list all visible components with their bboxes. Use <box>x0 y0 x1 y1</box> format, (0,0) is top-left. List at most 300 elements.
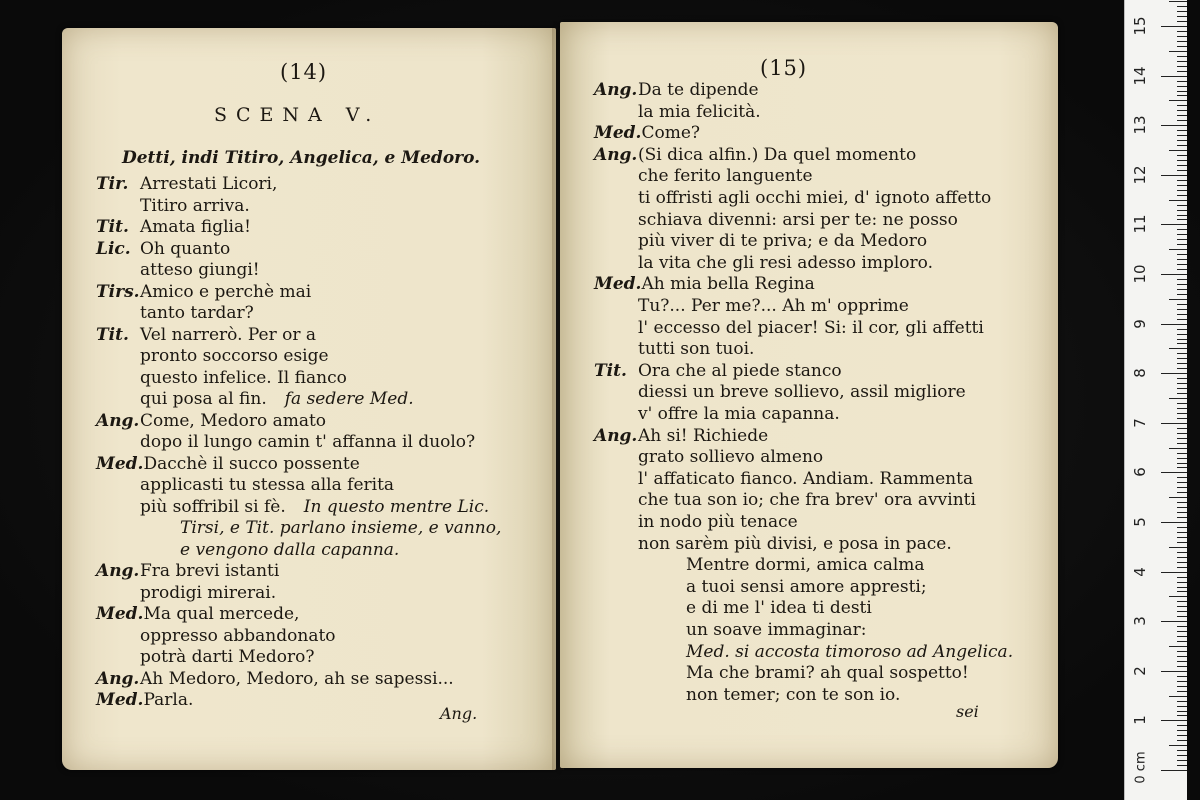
ruler-tick <box>1161 770 1187 771</box>
right-page <box>560 22 1058 768</box>
ruler-tick <box>1177 393 1187 394</box>
text-line <box>140 647 315 667</box>
ruler-tick <box>1177 676 1187 677</box>
speaker-label: Ang. <box>96 668 140 689</box>
verse-text: tutti son tuoi. <box>638 339 755 360</box>
verse-text: Dacchè il succo possente <box>143 453 360 474</box>
ruler-tick <box>1177 443 1187 444</box>
ruler-tick <box>1169 745 1187 746</box>
ruler-tick <box>1169 596 1187 597</box>
ruler-tick <box>1177 582 1187 583</box>
text-line <box>594 80 759 100</box>
text-line <box>594 361 842 381</box>
text-line <box>96 411 326 431</box>
ruler-tick <box>1177 229 1187 230</box>
ruler-tick <box>1177 145 1187 146</box>
text-line <box>96 174 277 194</box>
ruler-number: 15 <box>1131 16 1149 36</box>
ruler-tick <box>1177 71 1187 72</box>
ruler-tick <box>1177 36 1187 37</box>
ruler-tick <box>1177 334 1187 335</box>
ruler-tick <box>1177 636 1187 637</box>
left-page-number: (14) <box>280 60 328 84</box>
ruler-tick <box>1177 363 1187 364</box>
stage-direction-inline: e vengono dalla capanna. <box>180 539 400 560</box>
stage-direction-inline: In questo mentre Lic. <box>303 496 490 517</box>
ruler-tick <box>1177 6 1187 7</box>
ruler-tick <box>1169 249 1187 250</box>
verse-text: tanto tardar? <box>140 303 254 323</box>
text-line <box>96 669 454 689</box>
ruler-tick <box>1177 239 1187 240</box>
verse-text: Fra brevi istanti <box>140 561 280 581</box>
ruler-number: 8 <box>1131 368 1149 378</box>
ruler-tick <box>1177 339 1187 340</box>
ruler-tick <box>1177 631 1187 632</box>
verse-text: la vita che gli resi adesso imploro. <box>638 252 933 273</box>
text-line <box>140 196 250 216</box>
ruler-tick <box>1177 463 1187 464</box>
left-page <box>62 28 556 770</box>
text-line <box>594 426 768 446</box>
ruler-tick <box>1169 200 1187 201</box>
ruler-tick <box>1177 314 1187 315</box>
speaker-label: Tit. <box>96 324 129 345</box>
text-line <box>686 555 925 575</box>
verse-text: non sarèm più divisi, e posa in pace. <box>638 533 952 554</box>
ruler-tick <box>1177 477 1187 478</box>
ruler-tick <box>1177 244 1187 245</box>
ruler-tick <box>1177 205 1187 206</box>
ruler-tick <box>1177 210 1187 211</box>
ruler-number: 7 <box>1131 418 1149 428</box>
ruler-tick <box>1177 601 1187 602</box>
ruler-tick <box>1161 522 1187 523</box>
ruler-unit-label: 0 cm <box>1133 751 1149 784</box>
speaker-label: Med. <box>96 604 144 624</box>
verse-text: Amico e perchè mai <box>140 281 312 302</box>
ruler-tick <box>1177 56 1187 57</box>
ruler-number: 14 <box>1131 66 1149 86</box>
ruler-tick <box>1177 353 1187 354</box>
ruler-tick <box>1177 105 1187 106</box>
verse-text: Ah mia bella Regina <box>641 274 815 295</box>
ruler-tick <box>1161 175 1187 176</box>
ruler-number: 13 <box>1131 115 1149 135</box>
ruler-tick <box>1169 100 1187 101</box>
text-line <box>140 368 347 388</box>
ruler-tick <box>1177 115 1187 116</box>
text-line <box>96 325 316 345</box>
ruler-tick <box>1177 517 1187 518</box>
ruler-tick <box>1177 557 1187 558</box>
ruler-tick <box>1177 31 1187 32</box>
ruler-tick <box>1177 368 1187 369</box>
ruler-tick <box>1169 448 1187 449</box>
text-line <box>594 145 916 165</box>
ruler-tick <box>1177 656 1187 657</box>
verse-text: applicasti tu stessa alla ferita <box>140 475 395 495</box>
text-line <box>96 690 193 710</box>
verse-text: Titiro arriva. <box>140 195 250 216</box>
ruler-tick <box>1177 591 1187 592</box>
ruler-tick <box>1177 259 1187 260</box>
ruler-tick <box>1177 254 1187 255</box>
ruler-tick <box>1177 383 1187 384</box>
text-line <box>638 166 813 186</box>
ruler-tick <box>1177 765 1187 766</box>
ruler-tick <box>1169 299 1187 300</box>
speaker-label: Med. <box>594 274 642 295</box>
ruler-tick <box>1177 482 1187 483</box>
text-line <box>140 583 276 603</box>
text-line <box>96 561 279 581</box>
ruler-tick <box>1177 492 1187 493</box>
left-catchword: Ang. <box>440 704 478 723</box>
speaker-label: Ang. <box>594 80 638 100</box>
ruler-tick <box>1169 348 1187 349</box>
speaker-label: Ang. <box>594 425 638 446</box>
ruler-tick <box>1161 720 1187 721</box>
ruler-tick <box>1177 552 1187 553</box>
text-line <box>638 296 909 316</box>
ruler-tick <box>1177 661 1187 662</box>
ruler-tick <box>1177 135 1187 136</box>
ruler-tick <box>1177 403 1187 404</box>
speaker-label: Tirs. <box>96 281 140 302</box>
ruler-tick <box>1177 234 1187 235</box>
verse-text: oppresso abbandonato <box>140 625 336 646</box>
ruler-tick <box>1177 120 1187 121</box>
ruler-tick <box>1177 755 1187 756</box>
verse-text: che tua son io; che fra brev' ora avvinti <box>638 490 976 511</box>
text-line <box>638 253 933 273</box>
text-line <box>594 274 815 294</box>
ruler-tick <box>1177 11 1187 12</box>
speaker-label: Med. <box>96 453 144 474</box>
ruler-tick <box>1177 532 1187 533</box>
verse-text: la mia felicità. <box>638 101 761 122</box>
text-line <box>638 382 966 402</box>
verse-text: Ah Medoro, Medoro, ah se sapessi... <box>140 668 454 689</box>
ruler-tick <box>1177 502 1187 503</box>
ruler-tick <box>1177 681 1187 682</box>
ruler-number: 1 <box>1131 715 1149 726</box>
verse-text: Ah si! Richiede <box>638 425 769 446</box>
ruler-tick <box>1177 428 1187 429</box>
ruler-tick <box>1161 125 1187 126</box>
text-line <box>686 577 927 597</box>
text-line <box>140 389 414 409</box>
ruler-tick <box>1177 304 1187 305</box>
ruler-tick <box>1177 66 1187 67</box>
ruler-tick <box>1177 284 1187 285</box>
text-line <box>638 231 927 251</box>
text-line <box>638 339 754 359</box>
ruler-tick <box>1177 309 1187 310</box>
ruler-tick <box>1161 572 1187 573</box>
ruler-tick <box>1177 160 1187 161</box>
ruler-number: 3 <box>1131 616 1149 626</box>
verse-text: Ora che al piede stanco <box>638 360 842 381</box>
ruler-number: 5 <box>1131 517 1149 527</box>
verse-text: dopo il lungo camin t' affanna il duolo? <box>140 432 476 452</box>
ruler-tick <box>1169 1 1187 2</box>
ruler-tick <box>1177 527 1187 528</box>
ruler-number: 12 <box>1131 165 1149 185</box>
ruler-tick <box>1177 86 1187 87</box>
ruler-number: 6 <box>1131 467 1149 478</box>
ruler-tick <box>1161 26 1187 27</box>
verse-text: grato sollievo almeno <box>638 447 824 468</box>
ruler-tick <box>1177 195 1187 196</box>
measurement-ruler <box>1124 0 1187 800</box>
speaker-label: Tit. <box>594 360 627 381</box>
ruler-tick <box>1177 562 1187 563</box>
verse-text: Arrestati Licori, <box>140 174 278 194</box>
text-line <box>638 188 991 208</box>
ruler-tick <box>1177 219 1187 220</box>
ruler-tick <box>1177 110 1187 111</box>
text-line <box>686 620 867 640</box>
ruler-tick <box>1177 41 1187 42</box>
speaker-label: Tir. <box>96 174 129 194</box>
ruler-tick <box>1177 725 1187 726</box>
verse-text: pronto soccorso esige <box>140 346 329 366</box>
verse-text: Mentre dormi, amica calma <box>686 555 925 576</box>
verse-text: Da te dipende <box>638 80 759 100</box>
ruler-number: 11 <box>1131 214 1149 234</box>
text-line <box>140 626 336 646</box>
ruler-tick <box>1161 224 1187 225</box>
ruler-tick <box>1177 185 1187 186</box>
speaker-label: Med. <box>96 690 144 710</box>
ruler-tick <box>1177 750 1187 751</box>
ruler-tick <box>1169 398 1187 399</box>
verse-text: Oh quanto <box>140 238 231 259</box>
ruler-tick <box>1161 671 1187 672</box>
ruler-tick <box>1177 626 1187 627</box>
verse-text: Tu?... Per me?... Ah m' opprime <box>638 296 909 316</box>
ruler-tick <box>1177 155 1187 156</box>
speaker-label: Ang. <box>594 144 638 165</box>
ruler-tick <box>1161 423 1187 424</box>
text-line <box>140 303 254 323</box>
verse-text: in nodo più tenace <box>638 512 798 532</box>
text-line <box>140 346 329 366</box>
ruler-tick <box>1177 458 1187 459</box>
scene-heading: SCENA V. <box>214 104 381 126</box>
verse-text: schiava divenni: arsi per te: ne posso <box>638 209 958 230</box>
ruler-tick <box>1177 91 1187 92</box>
ruler-tick <box>1177 606 1187 607</box>
ruler-tick <box>1177 740 1187 741</box>
ruler-tick <box>1177 567 1187 568</box>
verse-text: e di me l' idea ti desti <box>686 598 872 619</box>
text-line <box>594 123 700 143</box>
verse-text: diessi un breve sollievo, assil migliore <box>638 382 966 403</box>
ruler-tick <box>1177 165 1187 166</box>
ruler-tick <box>1177 388 1187 389</box>
verse-text: atteso giungi! <box>140 260 260 280</box>
text-line <box>140 497 489 517</box>
ruler-tick <box>1177 641 1187 642</box>
text-line <box>180 540 399 560</box>
ruler-number: 10 <box>1131 264 1149 284</box>
ruler-tick <box>1177 215 1187 216</box>
speaker-label: Med. <box>594 123 642 144</box>
ruler-tick <box>1161 324 1187 325</box>
ruler-tick <box>1177 21 1187 22</box>
ruler-tick <box>1177 319 1187 320</box>
ruler-tick <box>1177 735 1187 736</box>
verse-text: v' offre la mia capanna. <box>638 404 840 424</box>
right-catchword: sei <box>956 702 979 721</box>
speaker-label: Ang. <box>96 561 140 581</box>
ruler-tick <box>1177 715 1187 716</box>
ruler-tick <box>1177 666 1187 667</box>
verse-text: a tuoi sensi amore appresti; <box>686 576 927 597</box>
text-line <box>96 282 311 302</box>
ruler-tick <box>1161 472 1187 473</box>
verse-text: Amata figlia! <box>140 217 251 237</box>
ruler-tick <box>1177 611 1187 612</box>
text-line <box>180 518 501 538</box>
ruler-tick <box>1161 621 1187 622</box>
text-line <box>638 210 958 230</box>
ruler-tick <box>1169 150 1187 151</box>
speaker-label: Lic. <box>96 238 131 259</box>
verse-text: più viver di te priva; e da Medoro <box>638 231 928 252</box>
ruler-tick <box>1177 453 1187 454</box>
verse-text: Ma che brami? ah qual sospetto! <box>686 663 969 684</box>
ruler-tick <box>1177 730 1187 731</box>
ruler-number: 2 <box>1131 666 1149 676</box>
ruler-tick <box>1161 373 1187 374</box>
ruler-tick <box>1177 170 1187 171</box>
verse-text: Parla. <box>143 690 194 710</box>
ruler-tick <box>1177 358 1187 359</box>
stage-direction: Detti, indi Titiro, Angelica, e Medoro. <box>122 148 481 168</box>
text-line <box>96 604 299 624</box>
ruler-tick <box>1177 16 1187 17</box>
ruler-tick <box>1177 408 1187 409</box>
ruler-tick <box>1177 130 1187 131</box>
right-page-number: (15) <box>760 56 808 80</box>
text-line <box>638 534 952 554</box>
text-line <box>96 454 360 474</box>
verse-text: più soffribil si fè. <box>140 496 286 517</box>
text-line <box>638 512 798 532</box>
text-line <box>686 685 900 705</box>
ruler-tick <box>1177 706 1187 707</box>
text-line <box>638 469 973 489</box>
ruler-tick <box>1177 61 1187 62</box>
ruler-tick <box>1177 294 1187 295</box>
verse-text: Come? <box>641 123 700 144</box>
text-line <box>686 598 872 618</box>
ruler-tick <box>1177 343 1187 344</box>
ruler-tick <box>1177 587 1187 588</box>
ruler-tick <box>1177 512 1187 513</box>
ruler-tick <box>1177 413 1187 414</box>
ruler-tick <box>1169 696 1187 697</box>
ruler-tick <box>1177 760 1187 761</box>
ruler-tick <box>1177 577 1187 578</box>
ruler-tick <box>1177 701 1187 702</box>
stage-direction-inline: Med. si accosta timoroso ad Angelica. <box>686 641 1014 662</box>
verse-text: potrà darti Medoro? <box>140 647 315 667</box>
text-line <box>686 663 969 683</box>
verse-text: qui posa al fin. <box>140 389 267 409</box>
speaker-label: Ang. <box>96 410 140 431</box>
ruler-tick <box>1177 686 1187 687</box>
verse-text: Ma qual mercede, <box>143 604 300 624</box>
verse-text: che ferito languente <box>638 166 813 187</box>
ruler-tick <box>1177 467 1187 468</box>
ruler-tick <box>1169 646 1187 647</box>
ruler-tick <box>1177 537 1187 538</box>
ruler-tick <box>1177 329 1187 330</box>
text-line <box>96 217 251 237</box>
text-line <box>638 102 761 122</box>
ruler-tick <box>1177 691 1187 692</box>
ruler-tick <box>1177 289 1187 290</box>
verse-text: Come, Medoro amato <box>140 410 327 431</box>
text-line <box>638 490 976 510</box>
ruler-tick <box>1177 46 1187 47</box>
speaker-label: Tit. <box>96 217 129 237</box>
ruler-tick <box>1177 433 1187 434</box>
text-line <box>140 432 475 452</box>
ruler-tick <box>1169 497 1187 498</box>
text-line <box>96 239 230 259</box>
ruler-tick <box>1177 487 1187 488</box>
verse-text: un soave immaginar: <box>686 620 867 640</box>
verse-text: questo infelice. Il fianco <box>140 367 347 388</box>
verse-text: l' eccesso del piacer! Si: il cor, gli affetti <box>638 317 984 338</box>
verse-text: Vel narrerò. Per or a <box>140 324 317 345</box>
text-line <box>638 404 840 424</box>
ruler-tick <box>1177 95 1187 96</box>
text-line <box>638 318 984 338</box>
verse-text: ti offristi agli occhi miei, d' ignoto affetto <box>638 188 992 208</box>
ruler-tick <box>1177 438 1187 439</box>
ruler-tick <box>1177 190 1187 191</box>
ruler-tick <box>1177 180 1187 181</box>
ruler-tick <box>1169 51 1187 52</box>
stage-direction-inline: fa sedere Med. <box>284 389 414 409</box>
text-line <box>140 475 394 495</box>
verse-text: prodigi mirerai. <box>140 582 277 603</box>
ruler-tick <box>1177 542 1187 543</box>
ruler-number: 4 <box>1131 566 1149 577</box>
ruler-tick <box>1161 274 1187 275</box>
ruler-tick <box>1177 264 1187 265</box>
ruler-tick <box>1177 711 1187 712</box>
stage-direction-inline: Tirsi, e Tit. parlano insieme, e vanno, <box>180 518 502 538</box>
text-line <box>638 447 823 467</box>
ruler-tick <box>1177 616 1187 617</box>
ruler-tick <box>1177 651 1187 652</box>
ruler-tick <box>1177 140 1187 141</box>
ruler-tick <box>1177 269 1187 270</box>
verse-text: non temer; con te son io. <box>686 684 901 705</box>
ruler-number: 9 <box>1131 318 1149 329</box>
text-line <box>686 642 1013 662</box>
ruler-tick <box>1161 76 1187 77</box>
ruler-tick <box>1169 547 1187 548</box>
